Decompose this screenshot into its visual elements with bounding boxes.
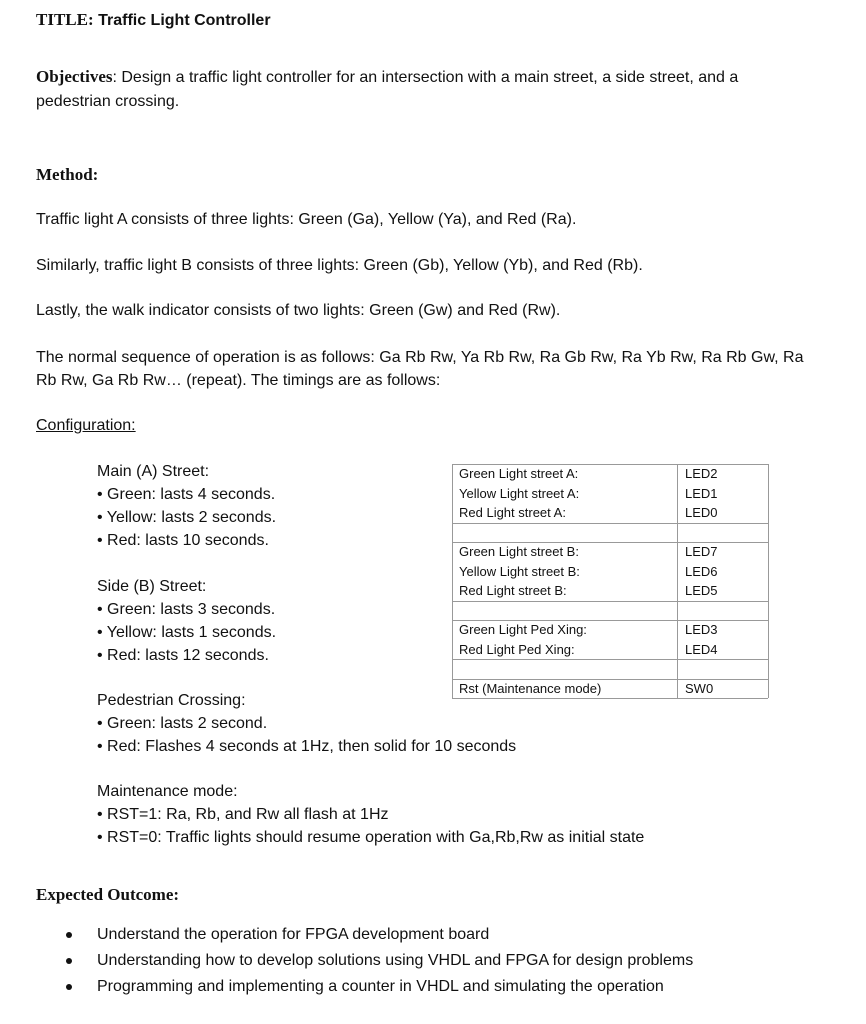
bullet-icon <box>66 984 72 990</box>
signal-cell: Red Light street B: <box>459 583 567 598</box>
pin-cell: LED7 <box>685 544 718 559</box>
signal-cell: Yellow Light street A: <box>459 485 580 501</box>
outcome-item-3: Programming and implementing a counter in VHDL and simulating the operation <box>97 978 664 995</box>
signal-cell: Rst (Maintenance mode) <box>459 680 602 696</box>
table-row <box>452 503 768 523</box>
objectives-label: Objectives <box>36 67 113 86</box>
table-row <box>452 484 768 504</box>
method-paragraph-2: Similarly, traffic light B consists of three lights: Green (Gb), Yellow (Yb), and Red (Rb). <box>36 257 643 274</box>
pin-cell: LED3 <box>685 622 718 637</box>
outcome-item-2: Understanding how to develop solutions using VHDL and FPGA for design problems <box>97 952 694 969</box>
table-row <box>452 620 768 640</box>
maintenance-title: Maintenance mode: <box>97 783 238 800</box>
method-paragraph-1: Traffic light A consists of three lights: Green (Ga), Yellow (Ya), and Red (Ra). <box>36 211 577 228</box>
pin-cell: SW0 <box>685 680 714 696</box>
table-hline <box>452 601 768 602</box>
pedestrian-green: • Green: lasts 2 second. <box>97 715 268 732</box>
objectives-line1 <box>36 65 738 89</box>
maintenance-rst1: • RST=1: Ra, Rb, and Rw all flash at 1Hz <box>97 806 389 823</box>
table-row <box>452 679 768 699</box>
pin-cell: LED0 <box>685 505 718 520</box>
method-paragraph-3: Lastly, the walk indicator consists of two lights: Green (Gw) and Red (Rw). <box>36 302 561 319</box>
signal-cell: Green Light street B: <box>459 544 579 559</box>
signal-cell: Red Light street A: <box>459 505 566 520</box>
table-border-right <box>768 464 769 698</box>
configuration-heading: Configuration: <box>36 417 136 434</box>
signal-cell: Yellow Light street B: <box>459 563 580 579</box>
main-street-title: Main (A) Street: <box>97 463 210 480</box>
bullet-icon <box>66 958 72 964</box>
pin-cell: LED6 <box>685 563 718 579</box>
title-prefix: TITLE: <box>36 10 94 29</box>
method-paragraph-4-line1: The normal sequence of operation is as follows: Ga Rb Rw, Ya Rb Rw, Ra Gb Rw, Ra Yb Rw, Ra Rb Gw, Ra <box>36 349 804 366</box>
signal-cell: Red Light Ped Xing: <box>459 641 575 657</box>
bullet-icon <box>66 932 72 938</box>
outcome-item-1: Understand the operation for FPGA development board <box>97 926 490 943</box>
pin-cell: LED4 <box>685 641 718 657</box>
main-street-yellow: • Yellow: lasts 2 seconds. <box>97 509 277 526</box>
title-text: Traffic Light Controller <box>98 12 271 29</box>
table-hline <box>452 659 768 660</box>
objectives-text-1: : Design a traffic light controller for an intersection with a main street, a side street, and a <box>112 69 739 86</box>
signal-cell: Green Light street A: <box>459 466 579 481</box>
expected-outcome-heading: Expected Outcome: <box>36 885 180 904</box>
maintenance-rst0: • RST=0: Traffic lights should resume operation with Ga,Rb,Rw as initial state <box>97 829 645 846</box>
method-heading: Method: <box>36 165 99 184</box>
table-row <box>452 562 768 582</box>
table-row <box>452 581 768 601</box>
main-street-red: • Red: lasts 10 seconds. <box>97 532 269 549</box>
signal-cell: Green Light Ped Xing: <box>459 622 587 637</box>
pin-cell: LED1 <box>685 485 718 501</box>
pin-cell: LED5 <box>685 583 718 598</box>
main-street-green: • Green: lasts 4 seconds. <box>97 486 276 503</box>
table-row <box>452 464 768 484</box>
objectives-line2: pedestrian crossing. <box>36 93 180 110</box>
pedestrian-title: Pedestrian Crossing: <box>97 692 246 709</box>
table-hline <box>452 523 768 524</box>
side-street-title: Side (B) Street: <box>97 578 207 595</box>
table-hline <box>452 698 768 699</box>
method-paragraph-4-line2: Rb Rw, Ga Rb Rw… (repeat). The timings are as follows: <box>36 372 441 389</box>
table-row <box>452 640 768 660</box>
side-street-green: • Green: lasts 3 seconds. <box>97 601 276 618</box>
document-title <box>36 10 271 30</box>
pin-cell: LED2 <box>685 466 718 481</box>
table-row <box>452 542 768 562</box>
pedestrian-red: • Red: Flashes 4 seconds at 1Hz, then solid for 10 seconds <box>97 738 517 755</box>
side-street-red: • Red: lasts 12 seconds. <box>97 647 269 664</box>
side-street-yellow: • Yellow: lasts 1 seconds. <box>97 624 277 641</box>
